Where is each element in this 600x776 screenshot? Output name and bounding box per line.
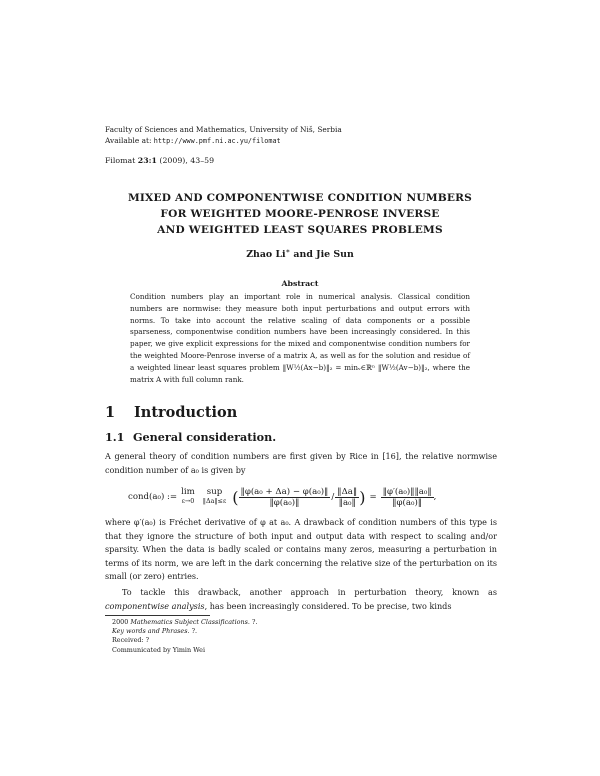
paragraph-3-start: To tackle this drawback, another approach in perturbation theory, known as xyxy=(122,587,497,597)
eq-frac-2-den: ‖a₀‖ xyxy=(338,497,356,508)
eq-equals: = xyxy=(369,492,377,502)
footnote-keywords-value: ?. xyxy=(191,627,198,635)
eq-frac-1-den: ‖φ(a₀)‖ xyxy=(269,497,300,508)
journal-name: Filomat xyxy=(105,156,136,165)
eq-frac-2-num: ‖Δa‖ xyxy=(337,486,358,497)
abstract-text: Condition numbers play an important role in numerical analysis. Classical condition numbers are normwise: they measure both input perturbations and output errors with norms. To take into account the relative scaling of data components or a possible sparseness, componentwise condition numbers have been increasingly considered. In this paper, we give explicit expressions for the mixed and componentwise condition numbers for the weighted Moore-Penrose inverse of a matrix A, as well as for the solution and residue of a weighted linear least squares problem xyxy=(130,292,470,372)
subsection-number: 1.1 xyxy=(105,430,125,444)
eq-frac-1 xyxy=(239,487,331,508)
footnote-keywords-label: Key words and Phrases. xyxy=(112,627,190,635)
affiliation-line: Faculty of Sciences and Mathematics, University of Niš, Serbia xyxy=(105,125,342,134)
journal-url[interactable]: http://www.pmf.ni.ac.yu/filomat xyxy=(153,137,281,145)
author-2: Jie Sun xyxy=(316,249,354,261)
eq-lhs: cond(a₀) := xyxy=(128,492,178,502)
eq-frac-2 xyxy=(335,487,359,508)
abstract-tail: , where the matrix A with full column rank. xyxy=(130,362,470,384)
availability-line xyxy=(105,136,281,146)
paragraph-3-end: , has been increasingly considered. To be precise, two kinds xyxy=(204,600,452,611)
author-and: and xyxy=(293,249,313,261)
paragraph-2: where φ′(a₀) is Fréchet derivative of φ at a₀. A drawback of condition numbers of this type is that they ignore the structure of both input and output data with respect to scaling and/or sparsity. When the data is badly scaled or contains many zeros, measuring a perturbation in terms of its norm, we are left in the dark concerning the relative size of the perturbation on its small (or zero) entries. xyxy=(105,517,497,582)
journal-year-pages: (2009), 43–59 xyxy=(159,156,215,165)
eq-lim-sub: ε→0 xyxy=(181,497,195,505)
abstract-body xyxy=(130,291,470,385)
footnote-communicated: Communicated by Yimin Wei xyxy=(112,646,206,654)
paper-title-line-3: AND WEIGHTED LEAST SQUARES PROBLEMS xyxy=(157,224,443,236)
paper-title-line-2: FOR WEIGHTED MOORE-PENROSE INVERSE xyxy=(160,208,440,220)
footnote-keywords xyxy=(112,627,197,636)
eq-limit xyxy=(181,488,195,506)
paper-title-line-1: MIXED AND COMPONENTWISE CONDITION NUMBERS xyxy=(127,192,473,204)
section-title: Introduction xyxy=(134,404,238,421)
abstract-heading: Abstract xyxy=(281,279,319,288)
condition-number-equation xyxy=(128,482,436,512)
eq-frac-1-num: ‖φ(a₀ + Δa) − φ(a₀)‖ xyxy=(240,486,329,497)
eq-frac-3 xyxy=(381,487,434,508)
paragraph-1: A general theory of condition numbers are first given by Rice in [16], the relative normwise condition number of a₀ is given by xyxy=(105,451,497,475)
authors xyxy=(60,247,540,260)
eq-sup xyxy=(203,488,226,506)
eq-sup-op: sup xyxy=(206,487,223,497)
footnote-msc-label: Mathematics Subject Classifications. xyxy=(130,618,250,626)
eq-lim: lim xyxy=(181,487,195,497)
footnote-msc-value: ?. xyxy=(251,618,258,626)
author-footnote-mark: ∗ xyxy=(285,247,291,255)
abstract-formula: ‖W½(Ax−b)‖₂ = minᵥ∈ℝⁿ ‖W½(Av−b)‖₂ xyxy=(282,362,428,372)
footnote-msc xyxy=(112,618,257,627)
available-label: Available at: xyxy=(105,136,152,145)
journal-citation xyxy=(105,156,214,165)
paragraph-3 xyxy=(105,586,497,613)
eq-close-paren: ) xyxy=(359,487,366,507)
eq-slash: / xyxy=(331,492,335,502)
section-number: 1 xyxy=(105,404,116,421)
paragraph-3-emphasis: componentwise analysis xyxy=(105,600,205,611)
journal-volume: 23:1 xyxy=(137,156,157,165)
subsection-title: General consideration. xyxy=(133,430,277,444)
eq-frac-3-den: ‖φ(a₀)‖ xyxy=(392,497,423,508)
eq-comma: , xyxy=(433,492,437,502)
footnote-received: Received: ? xyxy=(112,636,150,644)
footnote-msc-year: 2000 xyxy=(112,618,129,626)
author-1: Zhao Li xyxy=(246,249,286,261)
eq-open-paren: ( xyxy=(232,487,239,507)
eq-sup-sub: ‖Δa‖≤ε xyxy=(202,497,227,505)
eq-frac-3-num: ‖φ′(a₀)‖‖a₀‖ xyxy=(382,486,432,497)
footnote-rule xyxy=(105,615,210,616)
